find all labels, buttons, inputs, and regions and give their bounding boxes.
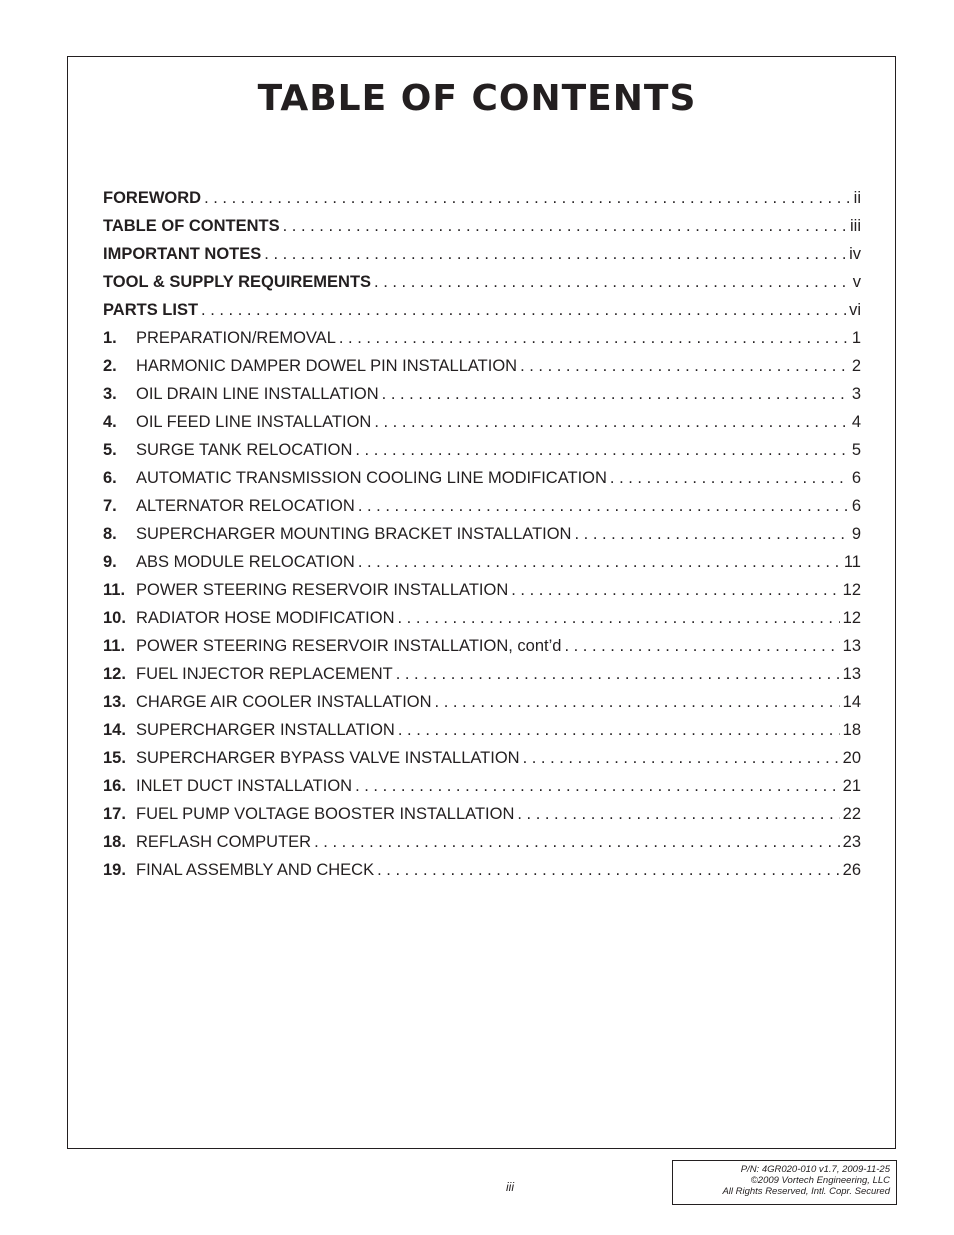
toc-entry-label: TABLE OF CONTENTS bbox=[103, 217, 280, 235]
toc-entry-number: 16. bbox=[103, 777, 126, 795]
toc-entry-label: REFLASH COMPUTER bbox=[136, 833, 312, 851]
toc-entry-label: OIL FEED LINE INSTALLATION bbox=[136, 413, 372, 431]
toc-entry[interactable] bbox=[103, 492, 861, 520]
toc-entry-label: PARTS LIST bbox=[103, 301, 199, 319]
toc-entry-number: 10. bbox=[103, 609, 126, 627]
toc-entry[interactable] bbox=[103, 268, 861, 296]
toc-entry-page: ii bbox=[853, 189, 861, 207]
toc-dot-leader bbox=[358, 548, 841, 576]
toc-entry-page: iv bbox=[849, 245, 861, 263]
toc-entry-page: vi bbox=[849, 301, 861, 319]
toc-entry[interactable] bbox=[103, 800, 861, 828]
toc-entry-page: 9 bbox=[851, 525, 861, 543]
toc-dot-leader bbox=[382, 380, 849, 408]
toc-entry-label: SUPERCHARGER BYPASS VALVE INSTALLATION bbox=[136, 749, 520, 767]
toc-entry-number: 3. bbox=[103, 385, 117, 403]
toc-entry-number: 6. bbox=[103, 469, 117, 487]
toc-dot-leader bbox=[374, 408, 848, 436]
toc-entry[interactable] bbox=[103, 716, 861, 744]
toc-entry-page: 6 bbox=[851, 497, 861, 515]
toc-entry[interactable] bbox=[103, 604, 861, 632]
toc-entry[interactable] bbox=[103, 352, 861, 380]
toc-dot-leader bbox=[283, 212, 847, 240]
toc-entry-page: 11 bbox=[843, 553, 861, 571]
toc-entry-number: 19. bbox=[103, 861, 126, 879]
toc-entry-label: FOREWORD bbox=[103, 189, 202, 207]
toc-entry-page: 12 bbox=[842, 581, 861, 599]
toc-dot-leader bbox=[398, 716, 840, 744]
toc-entry-number: 14. bbox=[103, 721, 126, 739]
toc-entry-label: IMPORTANT NOTES bbox=[103, 245, 262, 263]
toc-entry-page: v bbox=[852, 273, 861, 291]
toc-entry-label: OIL DRAIN LINE INSTALLATION bbox=[136, 385, 379, 403]
toc-entry-label: PREPARATION/REMOVAL bbox=[136, 329, 336, 347]
toc-dot-leader bbox=[264, 240, 846, 268]
toc-entry-label: ABS MODULE RELOCATION bbox=[136, 553, 355, 571]
toc-entry-page: 1 bbox=[851, 329, 861, 347]
toc-dot-leader bbox=[355, 436, 848, 464]
toc-dot-leader bbox=[435, 688, 840, 716]
rights-notice: All Rights Reserved, Intl. Copr. Secured bbox=[722, 1186, 890, 1197]
toc-entry-number: 17. bbox=[103, 805, 126, 823]
toc-dot-leader bbox=[314, 828, 840, 856]
toc-entry[interactable] bbox=[103, 688, 861, 716]
toc-entry-number: 18. bbox=[103, 833, 126, 851]
page-number: iii bbox=[506, 1180, 514, 1194]
toc-entry[interactable] bbox=[103, 772, 861, 800]
toc-entry-page: 13 bbox=[842, 637, 861, 655]
toc-dot-leader bbox=[517, 800, 839, 828]
toc-entry-number: 11. bbox=[103, 581, 126, 599]
toc-dot-leader bbox=[520, 352, 849, 380]
toc-entry-page: 13 bbox=[842, 665, 861, 683]
toc-entry-number: 12. bbox=[103, 665, 126, 683]
page-title: TABLE OF CONTENTS bbox=[257, 78, 697, 119]
toc-entry-label: CHARGE AIR COOLER INSTALLATION bbox=[136, 693, 432, 711]
toc-entry-label: HARMONIC DAMPER DOWEL PIN INSTALLATION bbox=[136, 357, 518, 375]
toc-entry-label: FUEL PUMP VOLTAGE BOOSTER INSTALLATION bbox=[136, 805, 515, 823]
toc-dot-leader bbox=[358, 492, 849, 520]
toc-entry-page: 22 bbox=[842, 805, 861, 823]
toc-entry-page: 5 bbox=[851, 441, 861, 459]
toc-entry-page: 21 bbox=[842, 777, 861, 795]
toc-entry-label: SURGE TANK RELOCATION bbox=[136, 441, 353, 459]
toc-entry-page: 3 bbox=[851, 385, 861, 403]
toc-dot-leader bbox=[355, 772, 840, 800]
toc-dot-leader bbox=[396, 660, 840, 688]
toc-entry-label: FINAL ASSEMBLY AND CHECK bbox=[136, 861, 375, 879]
toc-dot-leader bbox=[523, 744, 840, 772]
toc-entry[interactable] bbox=[103, 436, 861, 464]
toc-dot-leader bbox=[339, 324, 849, 352]
toc-entry-page: iii bbox=[850, 217, 861, 235]
toc-entry[interactable] bbox=[103, 464, 861, 492]
toc-entry-number: 5. bbox=[103, 441, 117, 459]
toc-entry-page: 12 bbox=[842, 609, 861, 627]
toc-entry[interactable] bbox=[103, 212, 861, 240]
toc-entry-page: 2 bbox=[851, 357, 861, 375]
toc-entry[interactable] bbox=[103, 548, 861, 576]
toc-entry-number: 11. bbox=[103, 637, 126, 655]
toc-entry[interactable] bbox=[103, 184, 861, 212]
toc-list bbox=[103, 184, 861, 884]
toc-entry-number: 1. bbox=[103, 329, 117, 347]
toc-entry-label: POWER STEERING RESERVOIR INSTALLATION, cont’d bbox=[136, 637, 562, 655]
toc-entry-page: 18 bbox=[842, 721, 861, 739]
toc-entry-number: 8. bbox=[103, 525, 117, 543]
toc-entry-label: POWER STEERING RESERVOIR INSTALLATION bbox=[136, 581, 509, 599]
toc-entry-number: 7. bbox=[103, 497, 117, 515]
toc-dot-leader bbox=[204, 184, 851, 212]
toc-entry-page: 14 bbox=[842, 693, 861, 711]
part-number: P/N: 4GR020-010 v1.7, 2009-11-25 bbox=[740, 1164, 890, 1175]
toc-entry[interactable] bbox=[103, 240, 861, 268]
part-number-box bbox=[672, 1160, 897, 1205]
toc-entry-label: ALTERNATOR RELOCATION bbox=[136, 497, 355, 515]
toc-entry-label: AUTOMATIC TRANSMISSION COOLING LINE MODIFICATION bbox=[136, 469, 607, 487]
toc-dot-leader bbox=[564, 632, 839, 660]
toc-entry[interactable] bbox=[103, 576, 861, 604]
toc-entry-label: SUPERCHARGER INSTALLATION bbox=[136, 721, 395, 739]
toc-entry[interactable] bbox=[103, 632, 861, 660]
toc-dot-leader bbox=[610, 464, 849, 492]
toc-entry-number: 15. bbox=[103, 749, 126, 767]
toc-entry-number: 2. bbox=[103, 357, 117, 375]
copyright-notice: ©2009 Vortech Engineering, LLC bbox=[750, 1175, 890, 1186]
toc-dot-leader bbox=[377, 856, 840, 884]
toc-entry-page: 20 bbox=[842, 749, 861, 767]
toc-entry-label: SUPERCHARGER MOUNTING BRACKET INSTALLATION bbox=[136, 525, 572, 543]
toc-entry[interactable] bbox=[103, 380, 861, 408]
toc-entry[interactable] bbox=[103, 828, 861, 856]
toc-entry-number: 13. bbox=[103, 693, 126, 711]
toc-entry-page: 23 bbox=[842, 833, 861, 851]
toc-entry-number: 4. bbox=[103, 413, 117, 431]
toc-entry[interactable] bbox=[103, 856, 861, 884]
toc-entry-page: 4 bbox=[851, 413, 861, 431]
toc-entry-number: 9. bbox=[103, 553, 117, 571]
toc-entry-label: RADIATOR HOSE MODIFICATION bbox=[136, 609, 395, 627]
toc-dot-leader bbox=[574, 520, 848, 548]
toc-entry[interactable] bbox=[103, 660, 861, 688]
toc-entry-page: 6 bbox=[851, 469, 861, 487]
toc-dot-leader bbox=[398, 604, 840, 632]
toc-dot-leader bbox=[201, 296, 846, 324]
toc-dot-leader bbox=[374, 268, 850, 296]
toc-entry-label: FUEL INJECTOR REPLACEMENT bbox=[136, 665, 393, 683]
toc-entry[interactable] bbox=[103, 744, 861, 772]
toc-entry[interactable] bbox=[103, 324, 861, 352]
toc-entry-label: TOOL & SUPPLY REQUIREMENTS bbox=[103, 273, 372, 291]
toc-entry[interactable] bbox=[103, 520, 861, 548]
toc-entry[interactable] bbox=[103, 408, 861, 436]
toc-entry-label: INLET DUCT INSTALLATION bbox=[136, 777, 353, 795]
toc-dot-leader bbox=[511, 576, 839, 604]
toc-entry-page: 26 bbox=[842, 861, 861, 879]
toc-entry[interactable] bbox=[103, 296, 861, 324]
